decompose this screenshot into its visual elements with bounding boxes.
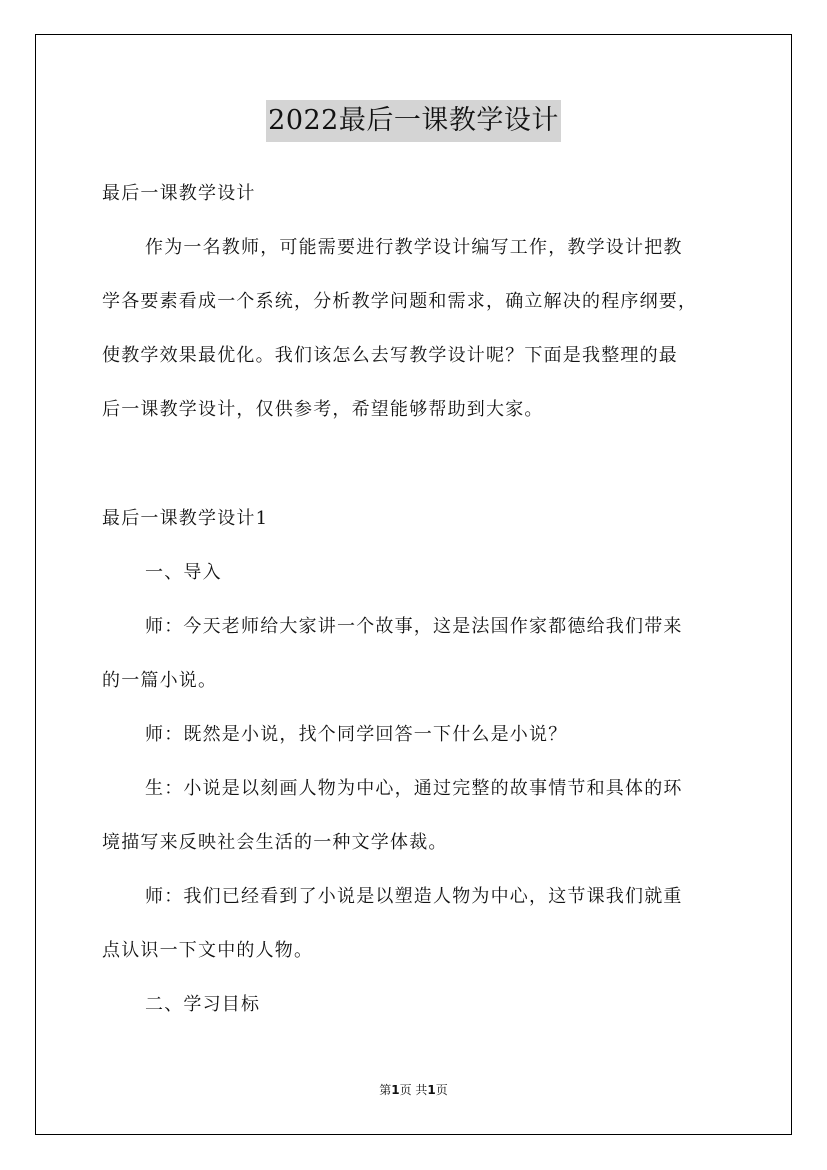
dialogue-line: 境描写来反映社会生活的一种文学体裁。 xyxy=(102,832,448,853)
footer-page-total: 1 xyxy=(427,1083,436,1097)
dialogue-line: 生：小说是以刻画人物为中心，通过完整的故事情节和具体的环 xyxy=(145,778,683,799)
dialogue-line: 师：既然是小说，找个同学回答一下什么是小说？ xyxy=(145,724,568,745)
section-heading: 最后一课教学设计1 xyxy=(102,508,269,529)
footer-page-mid: 页 共 xyxy=(399,1083,428,1097)
subheading-intro: 一、导入 xyxy=(145,562,222,583)
dialogue-line: 的一篇小说。 xyxy=(102,670,218,691)
footer-page-current: 1 xyxy=(391,1083,400,1097)
intro-paragraph-line: 作为一名教师，可能需要进行教学设计编写工作，教学设计把教 xyxy=(145,237,683,258)
intro-paragraph-line: 后一课教学设计，仅供参考，希望能够帮助到大家。 xyxy=(102,399,544,420)
document-title: 2022最后一课教学设计 xyxy=(266,100,561,142)
footer-page-suffix: 页 xyxy=(435,1083,448,1097)
footer-page-prefix: 第 xyxy=(379,1083,392,1097)
intro-paragraph-line: 使教学效果最优化。我们该怎么去写教学设计呢？下面是我整理的最 xyxy=(102,345,678,366)
dialogue-line: 师：今天老师给大家讲一个故事，这是法国作家都德给我们带来 xyxy=(145,616,683,637)
page-footer xyxy=(0,1082,827,1098)
dialogue-line: 点认识一下文中的人物。 xyxy=(102,940,314,961)
intro-paragraph-line: 学各要素看成一个系统，分析教学问题和需求，确立解决的程序纲要， xyxy=(102,291,698,312)
subheading-goals: 二、学习目标 xyxy=(145,994,261,1015)
title-container xyxy=(0,100,827,142)
intro-heading: 最后一课教学设计 xyxy=(102,183,256,204)
dialogue-line: 师：我们已经看到了小说是以塑造人物为中心，这节课我们就重 xyxy=(145,886,683,907)
